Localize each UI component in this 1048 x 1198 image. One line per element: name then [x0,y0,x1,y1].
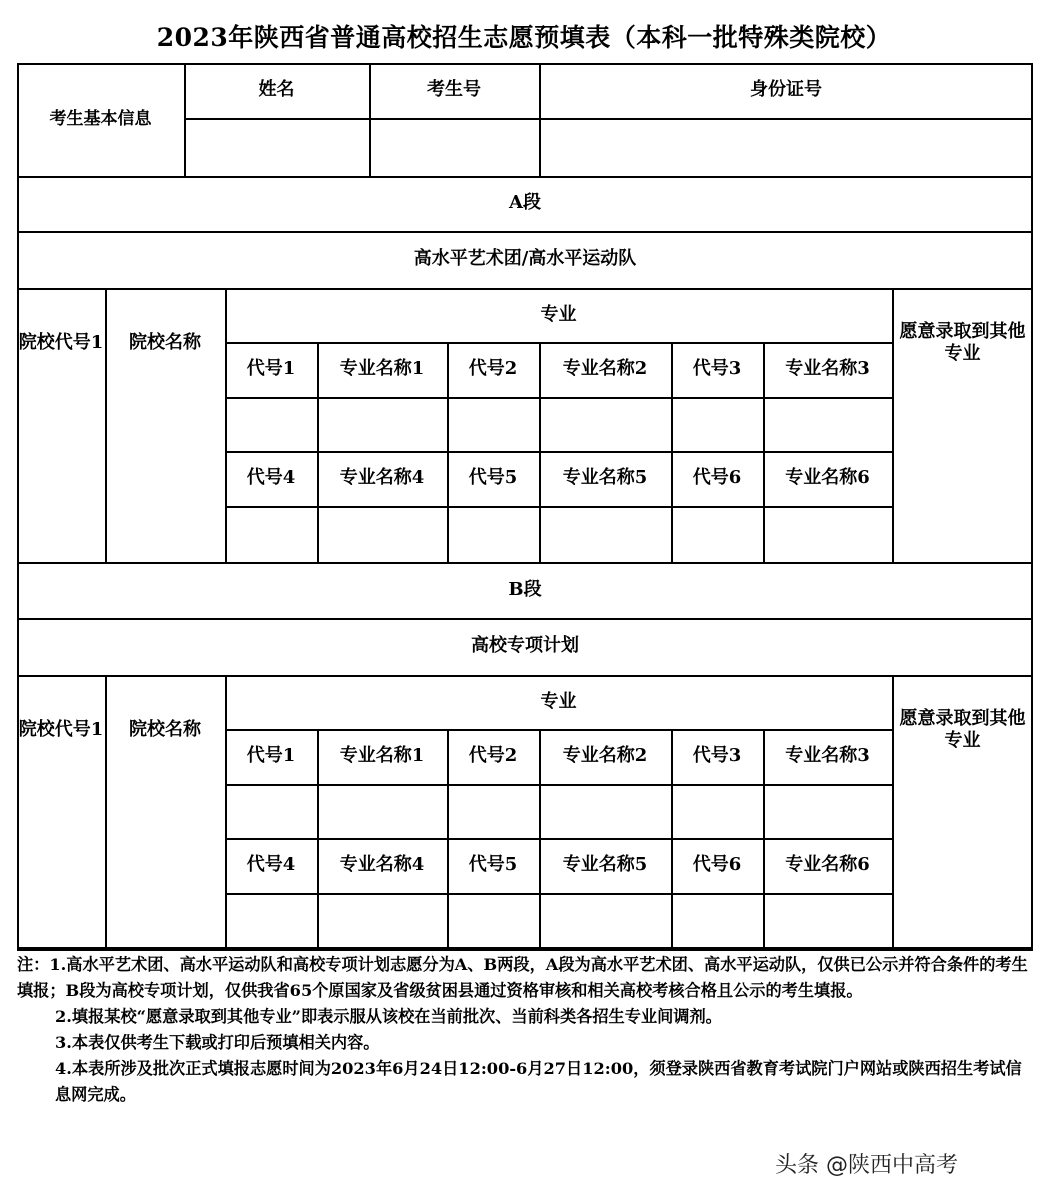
b-major-col-header: 专业名称1 [339,745,425,767]
a-major-entry[interactable] [317,506,447,562]
a-major-entry[interactable] [763,397,892,451]
name-field[interactable] [184,118,369,176]
a-major-col-header: 专业名称3 [785,358,870,380]
notes [17,952,1035,1108]
a-major-entry[interactable] [671,397,763,451]
a-major-col-header: 专业名称4 [339,467,425,489]
a-school-name-header: 院校名称 [129,331,201,353]
a-section-subtitle: 高水平艺术团/高水平运动队 [413,248,637,270]
a-major-col-header: 代号4 [246,467,296,489]
b-major-entry[interactable] [447,784,539,838]
a-section-label: A段 [509,192,541,214]
b-major-entry[interactable] [671,784,763,838]
b-major-col-header: 专业名称2 [562,745,648,767]
b-school-name-header: 院校名称 [129,718,201,740]
b-major-entry[interactable] [539,893,671,949]
exam-no-field[interactable] [369,118,539,176]
b-major-entry[interactable] [763,893,892,949]
id-no-field[interactable] [539,118,1033,176]
b-major-entry[interactable] [539,784,671,838]
b-section-subtitle: 高校专项计划 [471,635,579,657]
b-school-code-header: 院校代号1 [18,718,104,740]
a-major-entry[interactable] [539,506,671,562]
a-major-header: 专业 [540,303,577,325]
a-major-entry[interactable] [225,397,317,451]
b-major-col-header: 专业名称3 [785,745,870,767]
a-major-col-header: 专业名称1 [339,358,425,380]
a-willing-header: 愿意录取到其他专业 [899,320,1026,364]
b-major-entry[interactable] [317,784,447,838]
id-no-header: 身份证号 [750,79,822,101]
name-header: 姓名 [258,79,295,101]
b-major-header: 专业 [540,690,577,712]
a-major-entry[interactable] [225,506,317,562]
grid-line [17,949,1033,951]
a-major-col-header: 专业名称2 [562,358,648,380]
a-major-entry[interactable] [539,397,671,451]
a-major-col-header: 专业名称5 [562,467,648,489]
a-school-code-field[interactable] [17,342,105,562]
b-major-col-header: 专业名称6 [785,854,870,876]
b-section-label: B段 [508,579,542,601]
note-1: 注：1.高水平艺术团、高水平运动队和高校专项计划志愿分为A、B两段，A段为高水平艺术团、高水平运动队，仅供已公示并符合条件的考生填报；B段为高校专项计划，仅供我省65个原国家及省级贫困县通过资格审核和相关高校考核合格且公示的考生填报。 [17,955,1028,1000]
b-major-entry[interactable] [317,893,447,949]
a-major-col-header: 专业名称6 [785,467,870,489]
a-major-entry[interactable] [447,506,539,562]
b-major-entry[interactable] [671,893,763,949]
b-major-col-header: 代号5 [468,854,518,876]
note-2: 2.填报某校“愿意录取到其他专业”即表示服从该校在当前批次、当前科类各招生专业间调剂。 [55,1007,722,1026]
b-willing-field[interactable] [892,729,1033,949]
b-school-name-field[interactable] [105,729,225,949]
b-major-col-header: 代号4 [246,854,296,876]
note-4: 4.本表所涉及批次正式填报志愿时间为2023年6月24日12:00-6月27日12:00，须登录陕西省教育考试院门户网站或陕西招生考试信息网完成。 [55,1059,1022,1104]
b-major-col-header: 专业名称4 [339,854,425,876]
a-willing-field[interactable] [892,342,1033,562]
a-major-entry[interactable] [671,506,763,562]
b-school-code-field[interactable] [17,729,105,949]
a-major-col-header: 代号6 [692,467,742,489]
b-major-col-header: 代号6 [692,854,742,876]
b-major-col-header: 代号2 [468,745,518,767]
b-major-entry[interactable] [447,893,539,949]
a-school-code-header: 院校代号1 [18,331,104,353]
b-major-col-header: 专业名称5 [562,854,648,876]
b-willing-header: 愿意录取到其他专业 [899,707,1026,751]
b-major-entry[interactable] [225,784,317,838]
form-title: 2023年陕西省普通高校招生志愿预填表（本科一批特殊类院校） [156,23,892,52]
b-major-col-header: 代号1 [246,745,296,767]
basic-info-label: 考生基本信息 [49,108,152,129]
b-major-entry[interactable] [225,893,317,949]
a-major-entry[interactable] [317,397,447,451]
a-major-col-header: 代号3 [692,358,742,380]
watermark: 头条 @陕西中高考 [775,1153,958,1178]
b-major-col-header: 代号3 [692,745,742,767]
a-major-entry[interactable] [763,506,892,562]
a-major-col-header: 代号5 [468,467,518,489]
b-major-entry[interactable] [763,784,892,838]
a-major-col-header: 代号2 [468,358,518,380]
exam-no-header: 考生号 [427,79,481,101]
a-major-col-header: 代号1 [246,358,296,380]
a-school-name-field[interactable] [105,342,225,562]
a-major-entry[interactable] [447,397,539,451]
note-3: 3.本表仅供考生下载或打印后预填相关内容。 [55,1033,380,1052]
